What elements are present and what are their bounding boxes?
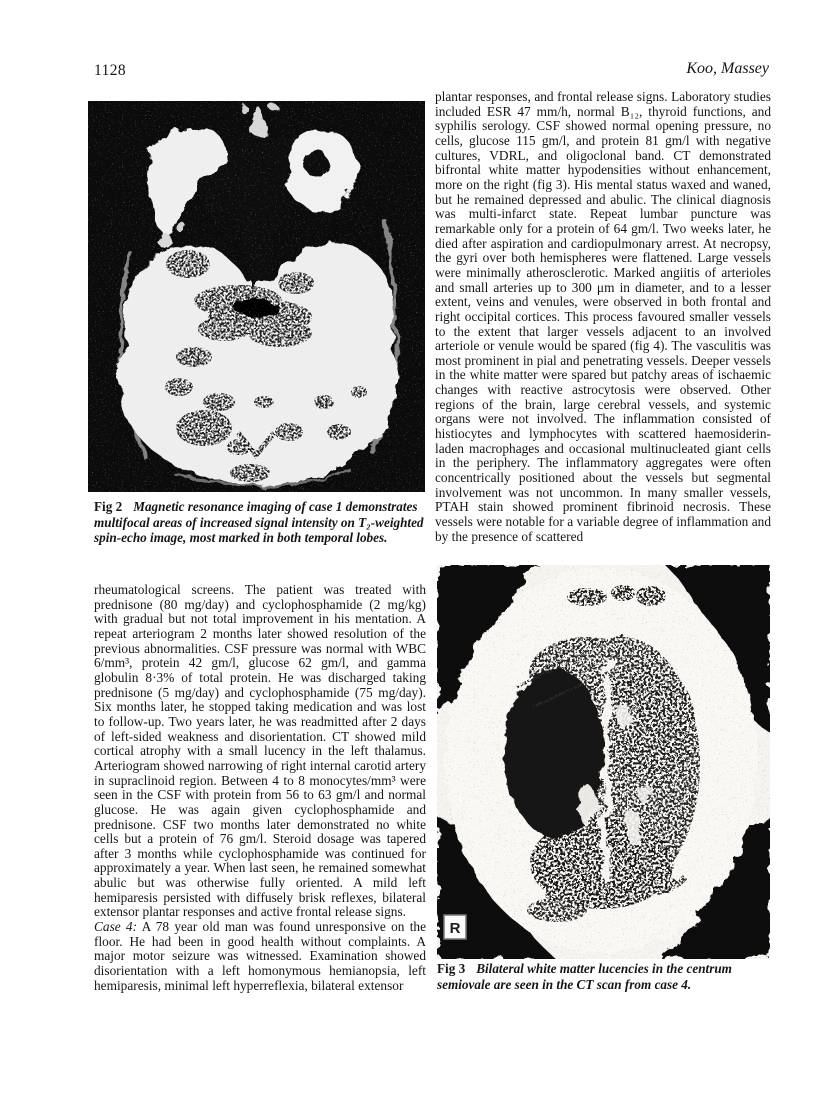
paragraph-case3-results: plantar responses, and frontal release signs. Laboratory studies included ESR 47 mm/h, normal B₁₂, thyroid functions, and syphilis serology. CSF showed normal opening pressure, no cells, glucose 115 gm/l, and protein 81 gm/l with negative cultures, VDRL, and oligoclonal band. CT demonstrated bifrontal white matter hypodensities without enhancement, more on the right (fig 3). His mental status waxed and waned, but he remained depressed and abulic. The clinical diagnosis was multi-infarct state. Repeat lumbar puncture was remarkable only for a protein of 64 gm/l. Two weeks later, he died after aspiration and cardiopulmonary arrest. At necropsy, the gyri over both hemispheres were flattened. Large vessels were minimally atherosclerotic. Marked angiitis of arterioles and small arteries up to 300 μm in diameter, and to a lesser extent, veins and venules, were observed in both frontal and right occipital cortices. This process favoured smaller vessels to the extent that larger vessels adjacent to an involved arteriole or venule would be spared (fig 4). The vasculitis was most prominent in pial and penetrating vessels. Deeper vessels in the white matter were spared but patchy areas of ischaemic changes with reactive astrocytosis were observed. Other regions of the brain, large cerebral vessels, and systemic organs were not involved. The inflammation consisted of histiocytes and lymphocytes with scattered haemosiderin-laden macrophages and occasional multinucleated giant cells in the periphery. The inflammatory aggregates were often concentrically positioned about the vessels but segmental involvement was not uncommon. In many smaller vessels, PTAH stain showed prominent fibrinoid necrosis. These vessels were notable for a variable degree of inflammation and by the presence of scattered bbox=[435, 89, 771, 544]
figure3-caption bbox=[437, 961, 761, 992]
figure2-caption bbox=[94, 499, 428, 546]
case4-heading: Case 4: bbox=[94, 919, 138, 935]
paragraph-case4 bbox=[94, 920, 426, 993]
ct-film-grain bbox=[437, 565, 770, 959]
figure2-caption-text: Magnetic resonance imaging of case 1 demonstrates multifocal areas of increased signal intensity on T₂-weighted spin-echo image, most marked in both temporal lobes. bbox=[94, 499, 424, 546]
case4-text: A 78 year old man was found unresponsive on the floor. He had been in good health without complaints. A major motor seizure was witnessed. Examination showed disorientation with a left homonymous hemianopsia, left hemiparesis, minimal left hyperreflexia, bilateral extensor bbox=[94, 919, 426, 993]
figure3-label: Fig 3 bbox=[437, 961, 466, 976]
orientation-marker bbox=[444, 915, 466, 939]
right-side-marker-label: R bbox=[449, 920, 461, 937]
figure2-label: Fig 2 bbox=[94, 499, 123, 514]
page-number: 1128 bbox=[94, 62, 127, 79]
figure3-ct-image bbox=[437, 565, 770, 959]
mri-brain-scan bbox=[88, 101, 425, 492]
right-column-text bbox=[435, 90, 771, 544]
figure3-caption-text: Bilateral white matter lucencies in the centrum semiovale are seen in the CT scan from case 4. bbox=[437, 961, 732, 992]
ct-brain-scan bbox=[437, 565, 770, 959]
figure2-mri-image bbox=[88, 101, 425, 492]
running-head-authors: Koo, Massey bbox=[686, 60, 769, 77]
left-column-text bbox=[94, 583, 426, 993]
paragraph-case3-continuation: rheumatological screens. The patient was treated with prednisone (80 mg/day) and cyclophosphamide (2 mg/kg) with gradual but not total improvement in his mentation. A repeat arteriogram 2 months later showed resolution of the previous abnormalities. CSF pressure was normal with WBC 6/mm³, protein 42 gm/l, glucose 62 gm/l, and gamma globulin 8·3% of total protein. He was discharged taking prednisone (5 mg/day) and cyclophosphamide (75 mg/day). Six months later, he stopped taking medication and was lost to follow-up. Two years later, he was readmitted after 2 days of left-sided weakness and disorientation. CT showed mild cortical atrophy with a small lucency in the left thalamus. Arteriogram showed narrowing of right internal carotid artery in supraclinoid region. Between 4 to 8 monocytes/mm³ were seen in the CSF with protein from 56 to 63 gm/l and normal glucose. He was again given cyclophosphamide and prednisone. CSF two months later demonstrated no white cells but a protein of 76 gm/l. Steroid dosage was tapered after 3 months while cyclophosphamide was continued for approximately a year. When last seen, he remained somewhat abulic but was otherwise fully oriented. A mild left hemiparesis persisted with diffusely brisk reflexes, bilateral extensor plantar responses and active frontal release signs. bbox=[94, 582, 426, 920]
mri-film-grain bbox=[88, 101, 425, 492]
